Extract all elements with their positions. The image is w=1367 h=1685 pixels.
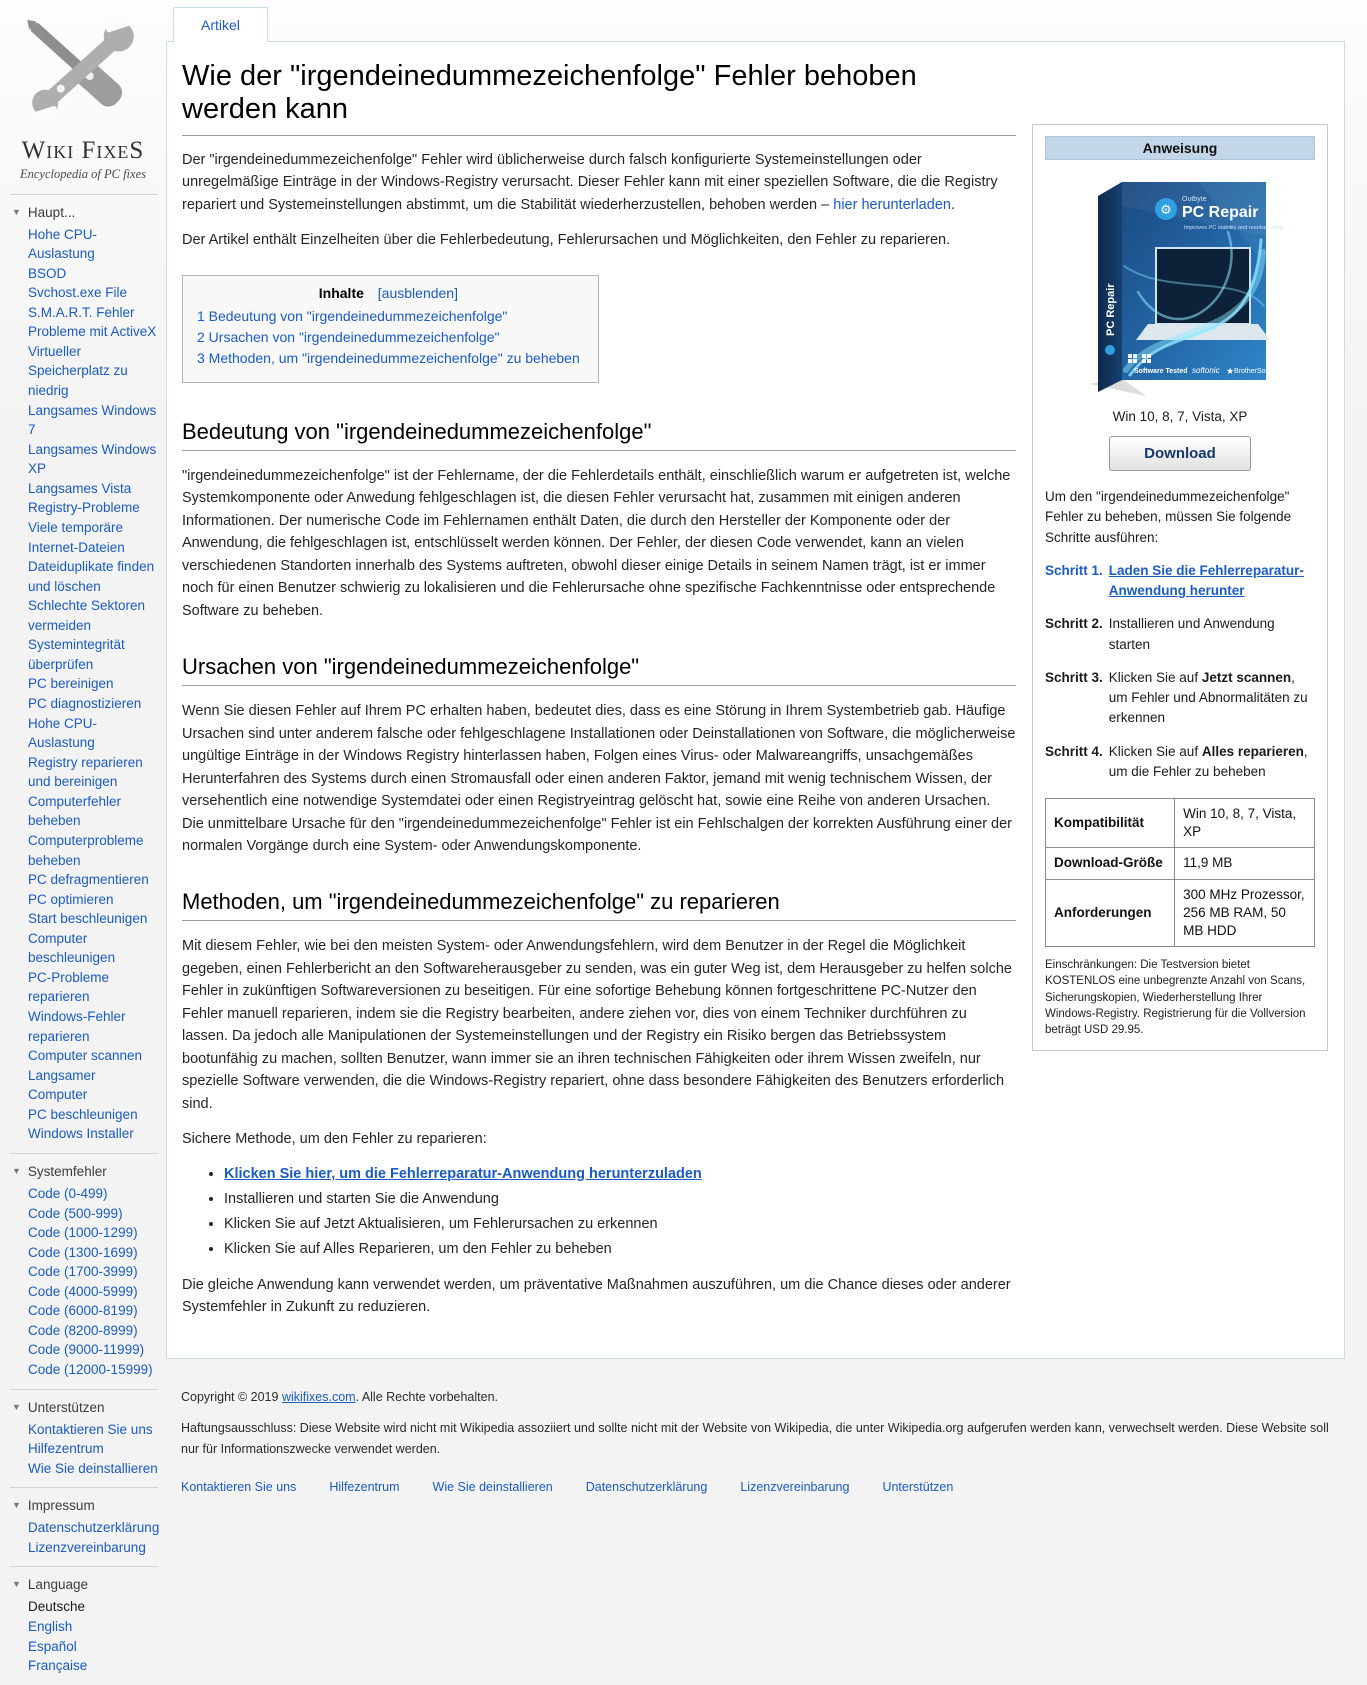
step-text: Jetzt scannen [1201, 669, 1292, 685]
sidebar-link[interactable]: Registry-Probleme [28, 500, 140, 516]
steps-list [1045, 561, 1315, 782]
sidebar-link[interactable]: Deutsche [28, 1599, 86, 1615]
footer-link[interactable]: Kontaktieren Sie uns [181, 1480, 297, 1495]
sidebar-section-label: Haupt... [27, 204, 76, 220]
sidebar-link[interactable]: Hohe CPU-Auslastung [28, 226, 98, 262]
star-icon: ★ [1226, 366, 1235, 376]
instruction-box [1032, 124, 1328, 1051]
sidebar-section-label: Systemfehler [27, 1163, 107, 1179]
repair-steps-bullets [182, 1164, 1016, 1260]
sidebar-link[interactable]: Registry reparieren und bereinigen [28, 754, 143, 790]
collapse-arrow-icon: ▼ [12, 1165, 21, 1176]
sidebar-section-label: Unterstützen [27, 1399, 105, 1415]
footer [166, 1359, 1345, 1509]
sidebar-link[interactable]: Svchost.exe File [28, 285, 128, 301]
step-text: , um die Fehler zu beheben [1108, 743, 1308, 779]
sidebar-link[interactable]: Virtueller Speicherplatz zu niedrig [28, 343, 128, 398]
sidebar-link[interactable]: Lizenzvereinbarung [28, 1539, 146, 1555]
sidebar-link[interactable]: PC-Probleme reparieren [28, 969, 110, 1005]
intro-paragraph-2: Der Artikel enthält Einzelheiten über die Fehlerbedeutung, Fehlerursachen und Möglichkeiten, den Fehler zu reparieren. [182, 232, 951, 249]
logo-area[interactable] [0, 6, 166, 184]
sidebar-link[interactable]: Dateiduplikate finden und löschen [28, 559, 155, 594]
sidebar-link[interactable]: Code (500-999) [28, 1205, 123, 1221]
sidebar-nav [0, 194, 166, 1685]
sidebar-link[interactable]: PC diagnostizieren [28, 696, 142, 711]
spec-label: Anforderungen [1046, 879, 1175, 947]
disclaimer: Haftungsausschluss: Diese Website wird nicht mit Wikipedia assoziiert und sollte nicht mit der Website von Wikipedia, die unter Wikipedia.org aufgerufen werden kann, verwechselt werden. Diese Website soll nur für Informationszwecke verwendet werden. [181, 1420, 1329, 1457]
sidebar-section-label: Language [27, 1577, 88, 1593]
sidebar-link[interactable]: Computerprobleme beheben [28, 832, 144, 868]
sidebar-link[interactable]: PC beschleunigen [28, 1106, 138, 1122]
sidebar-link[interactable]: Langsames Windows XP [28, 441, 157, 477]
product-image-wrap [1045, 160, 1315, 405]
sidebar-link[interactable]: BSOD [28, 265, 67, 281]
section-body-3: Mit diesem Fehler, wie bei den meisten System- oder Anwendungsfehlern, wird dem Benutzer in der Regel die Möglichkeit gegeben, einen Fehlerbericht an den Softwareherausgeber zu senden, was ein guter Weg ist, dem Herausgeber zu helfen solche Fehler in zukünftigen Softwareversionen zu beseitigen. Für eine sofortige Behebung können fortgeschrittene PC-Nutzer den Fehler manuell reparieren, indem sie die Registry bearbeiten, andere ziehen vor, dies von einem Techniker durchführen zu lassen. Da jedoch alle Manipulationen der Systemeinstellungen und der Registry ein Risiko bergen das Betriebssystem bootunfähig zu machen, sollten Benutzer, wann immer sie an ihren technischen Fähigkeiten oder ihrem Wissen zweifeln, nur spezielle Software verwenden, die die Windows-Registry repariert, ohne dass besondere Fähigkeiten des Benutzers erforderlich sind. [182, 938, 1012, 1112]
spec-row [1046, 848, 1315, 879]
footer-link[interactable]: Unterstützen [882, 1480, 954, 1495]
step-label: Schritt 3. [1045, 669, 1103, 685]
compatibility-caption: Win 10, 8, 7, Vista, XP [1112, 409, 1248, 424]
toc-link[interactable]: 3 Methoden, um "irgendeinedummezeichenfolge" zu beheben [197, 349, 580, 366]
sidebar-link[interactable]: PC optimieren [28, 891, 114, 907]
step-text: Installieren und Anwendung starten [1108, 616, 1275, 652]
tab-bar [166, 0, 1345, 41]
footer-link[interactable]: Wie Sie deinstallieren [432, 1480, 553, 1495]
content-column [166, 0, 1345, 1508]
section-heading-2: Ursachen von "irgendeinedummezeichenfolge" [182, 654, 1016, 686]
copyright-text: Copyright © 2019 [181, 1389, 282, 1404]
site-wordmark: Wiki FixeS [21, 137, 145, 164]
sidebar-section-label: Impressum [27, 1498, 95, 1514]
step-label: Schritt 2. [1045, 616, 1103, 632]
sidebar-link[interactable]: Computer beschleunigen [28, 930, 116, 966]
sidebar-section-impressum[interactable] [10, 1495, 158, 1517]
footer-link[interactable]: Lizenzvereinbarung [740, 1480, 850, 1495]
bullet-item: • Klicken Sie auf Alles Reparieren, um den Fehler zu beheben [224, 1239, 1016, 1260]
closing-paragraph: Die gleiche Anwendung kann verwendet werden, um präventative Maßnahmen auszuführen, um die Chance dieses oder anderer Systemfehler in Zukunft zu reduzieren. [182, 1276, 1011, 1316]
spec-label: Download-Größe [1046, 848, 1175, 879]
sidebar-link[interactable]: Hohe CPU-Auslastung [28, 715, 98, 751]
page-title: Wie der "irgendeinedummezeichenfolge" Fehler behoben werden kann [182, 60, 1016, 136]
sidebar-link[interactable]: Code (1700-3999) [28, 1264, 138, 1280]
instruction-header: Anweisung [1045, 136, 1315, 160]
bullet-item [224, 1164, 1016, 1185]
sidebar-link[interactable]: Code (1000-1299) [28, 1225, 138, 1241]
copyright-line [181, 1387, 1329, 1408]
sidebar-link[interactable]: Française [28, 1658, 88, 1674]
toc-link[interactable]: 1 Bedeutung von "irgendeinedummezeichenfolge" [197, 307, 508, 324]
product-brand: Outbyte [1182, 196, 1207, 203]
sidebar-link[interactable]: PC bereinigen [28, 676, 114, 692]
pc-repair-box-image [1076, 174, 1284, 398]
sidebar-link[interactable]: Schlechte Sektoren vermeiden [28, 598, 146, 633]
section-body-1: "irgendeinedummezeichenfolge" ist der Fehlername, der die Fehlerdetails enthält, einschließlich warum er aufgetreten ist, welche Systemkomponente oder Anwedung fehlgeschlagen ist, die diesen Fehler verursacht hat, zusammen mit einigen anderen Informationen. Der numerische Code im Fehlernamen enthält Daten, die durch den Hersteller der Komponente oder der Anwendung, die fehlgeschlagen ist, entschlüsselt werden können. Der Fehler, der diesen Code verwendet, kann an vielen verschiedenen Standorten innerhalb des Systems auftreten, obwohl dieser einige Details in seinem Namen trägt, ist er immer noch für einen Benutzer schwierig zu lokalisieren und die Fehlerursache ohne spezifische Fachkenntnisse oder entsprechende Software zu beheben. [182, 467, 1011, 619]
safe-method-label: Sichere Methode, um den Fehler zu reparieren: [182, 1131, 487, 1148]
sidebar-link[interactable]: Start beschleunigen [28, 911, 148, 927]
collapse-arrow-icon: ▼ [12, 206, 21, 217]
sidebar-link[interactable]: Code (9000-11999) [28, 1342, 145, 1358]
sidebar-link[interactable]: Datenschutzerklärung [28, 1520, 160, 1536]
crossed-tools-logo-icon [8, 10, 158, 132]
footer-link[interactable]: Hilfezentrum [329, 1480, 400, 1495]
toc-heading: Inhalte [318, 284, 364, 301]
download-here-link[interactable]: hier herunterladen [833, 196, 951, 213]
download-button[interactable]: Download [1109, 436, 1251, 471]
product-name: PC Repair [1182, 204, 1259, 221]
step-text: , um Fehler und Abnormalitäten zu erkennen [1108, 669, 1308, 726]
steps-intro: Um den "irgendeinedummezeichenfolge" Fehler zu beheben, müssen Sie folgende Schritte ausführen: [1045, 489, 1292, 545]
instruction-step [1045, 742, 1315, 783]
sidebar-section-systemfehler[interactable] [10, 1161, 158, 1183]
tab-artikel[interactable]: Artikel [173, 7, 268, 42]
collapse-arrow-icon: ▼ [12, 1401, 21, 1412]
spec-row [1046, 799, 1315, 848]
spec-value: 300 MHz Prozessor, 256 MB RAM, 50 MB HDD [1175, 879, 1315, 947]
step-text: Klicken Sie auf [1108, 669, 1202, 685]
sidebar-link[interactable]: Code (1300-1699) [28, 1244, 138, 1260]
badge-software-tested: Software Tested [1134, 368, 1188, 375]
spec-value: 11,9 MB [1175, 848, 1315, 879]
spec-row [1046, 879, 1315, 947]
intro-text-end: . [950, 196, 955, 213]
step-text: Alles reparieren [1201, 743, 1304, 759]
sidebar-link[interactable]: Probleme mit ActiveX [28, 324, 157, 340]
section-body-2: Wenn Sie diesen Fehler auf Ihrem PC erhalten haben, bedeutet dies, dass es eine Störung in Ihrem Systembetrieb gab. Häufige Ursachen sind unter anderem falsche oder fehlgeschlagene Installationen oder Deinstallationen von Software, die möglicherweise ungültige Einträge in der Windows Registry hinterlassen haben, Folgen eines Virus- oder Malwareangriffs, unsachgemäßes Herunterfahren des Systems durch einen Stromausfall oder einen anderen Faktor, jemand mit wenig technischem Wissen, der versehentlich eine notwendige Systemdatei oder einen Registryeintrag gelöscht hat, sowie eine Reihe von anderen Ursachen. Die unmittelbare Ursache für den "irgendeinedummezeichenfolge" Fehler ist ein Fehlschalgen der korrekten Ausführung einer der normalen Vorgänge durch eine System- oder Anwendungskomponente. [182, 703, 1016, 854]
spec-table-body [1046, 799, 1315, 947]
sidebar-link[interactable]: Hilfezentrum [28, 1441, 104, 1457]
sidebar-link[interactable]: S.M.A.R.T. Fehler [28, 304, 135, 320]
collapse-arrow-icon: ▼ [12, 1500, 21, 1511]
sidebar-link[interactable]: Code (12000-15999) [28, 1362, 153, 1377]
sidebar-link[interactable]: Computer scannen [28, 1048, 143, 1064]
sidebar-link[interactable]: Langsames Windows 7 [28, 402, 157, 438]
spec-table [1045, 798, 1315, 947]
product-tagline: Improves PC stability and resolves errors [1184, 225, 1284, 231]
content-box [166, 41, 1345, 1359]
spec-label: Kompatibilität [1046, 799, 1175, 848]
sidebar-link[interactable]: Viele temporäre Internet-Dateien [28, 519, 125, 555]
step-label: Schritt 1. [1045, 562, 1103, 578]
sidebar-link[interactable]: Windows-Fehler reparieren [28, 1009, 126, 1044]
spec-value: Win 10, 8, 7, Vista, XP [1175, 799, 1315, 848]
sidebar-link[interactable]: Langsamer Computer [28, 1067, 96, 1103]
sidebar-link[interactable]: Code (8200-8999) [28, 1322, 138, 1338]
sidebar-section-haupt[interactable] [10, 202, 158, 224]
site-tagline: Encyclopedia of PC fixes [19, 166, 146, 181]
sidebar-link[interactable]: Computerfehler beheben [28, 793, 122, 829]
sidebar-link[interactable]: Langsames Vista [28, 480, 132, 496]
badge-brothersoft: BrotherSoft [1234, 368, 1270, 375]
article [182, 44, 1016, 1332]
instruction-step [1045, 668, 1315, 729]
footer-link[interactable]: Datenschutzerklärung [585, 1480, 708, 1495]
badge-softonic: softonic [1192, 366, 1220, 375]
download-app-link[interactable]: Klicken Sie hier, um die Fehlerreparatur-Anwendung herunterzuladen [224, 1165, 702, 1182]
toc-list [197, 308, 580, 368]
trial-fine-print: Einschränkungen: Die Testversion bietet KOSTENLOS eine unbegrenzte Anzahl von Scans, Sicherungskopien, Wiederherstellung Ihrer Windows-Registry. Registrierung für die Vollversion beträgt USD 29.95. [1045, 959, 1306, 1036]
intro-text: Der "irgendeinedummezeichenfolge" Fehler wird üblicherweise durch falsch konfigurierte Systemeinstellungen oder unregelmäßige Einträge in der Windows-Registry verursacht. Dieser Fehler kann mit einer speziellen Software, die die Registry repariert und Systemeinstellungen abstimmt, um die Stabilität wiederherzustellen, behoben werden – [182, 152, 998, 213]
sidebar-link[interactable]: Español [28, 1638, 77, 1654]
step-label: Schritt 4. [1045, 743, 1103, 759]
intro-paragraph-1 [182, 149, 1016, 216]
sidebar-section-unterstuetzen[interactable] [10, 1397, 158, 1419]
svg-text:⚙: ⚙ [1160, 202, 1172, 217]
section-heading-3: Methoden, um "irgendeinedummezeichenfolge" zu reparieren [182, 889, 1016, 921]
right-rail [1032, 44, 1328, 1332]
instruction-step [1045, 561, 1315, 602]
wikifixes-link[interactable]: wikifixes.com [281, 1389, 356, 1404]
toc-link[interactable]: 2 Ursachen von "irgendeinedummezeichenfolge" [197, 328, 500, 345]
step-text: Klicken Sie auf [1108, 743, 1202, 759]
sidebar-link[interactable]: Code (6000-8199) [28, 1303, 138, 1319]
collapse-arrow-icon: ▼ [12, 1579, 21, 1590]
instruction-step [1045, 614, 1315, 655]
section-heading-1: Bedeutung von "irgendeinedummezeichenfolge" [182, 419, 1016, 451]
copyright-text-end: . Alle Rechte vorbehalten. [355, 1389, 499, 1404]
sidebar-link[interactable]: Systemintegrität überprüfen [28, 637, 125, 672]
spine-product-name: PC Repair [1105, 283, 1117, 336]
sidebar-link[interactable]: Windows Installer [28, 1126, 134, 1142]
sidebar-link[interactable]: Code (4000-5999) [28, 1283, 138, 1299]
step-download-link[interactable]: Laden Sie die Fehlerreparatur-Anwendung herunter [1108, 562, 1304, 598]
sidebar [0, 0, 166, 1685]
bullet-item: • Klicken Sie auf Jetzt Aktualisieren, um Fehlerursachen zu erkennen [224, 1214, 1016, 1235]
toc-hide-toggle[interactable]: [ausblenden] [377, 284, 458, 301]
bullet-item: • Installieren und starten Sie die Anwendung [224, 1189, 1016, 1210]
sidebar-link[interactable]: PC defragmentieren [28, 872, 149, 888]
sidebar-link[interactable]: English [28, 1618, 73, 1634]
sidebar-link[interactable]: Code (0-499) [28, 1185, 108, 1201]
sidebar-link[interactable]: Wie Sie deinstallieren [28, 1460, 158, 1476]
footer-links [181, 1480, 1329, 1494]
table-of-contents [182, 275, 599, 383]
sidebar-section-language[interactable] [10, 1574, 158, 1596]
sidebar-link[interactable]: Kontaktieren Sie uns [28, 1421, 153, 1437]
